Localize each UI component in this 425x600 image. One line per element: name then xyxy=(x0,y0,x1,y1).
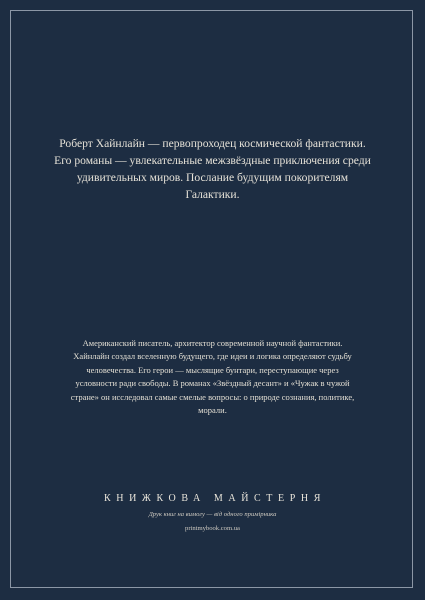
intro-line: Его романы — увлекательные межзвёздные приключения среди xyxy=(54,154,371,167)
publisher-url: printmybook.com.ua xyxy=(185,525,240,532)
about-line: человечества. Его герои — мыслящие бунтари, переступающие через xyxy=(86,364,339,375)
intro-line: Роберт Хайнлайн — первопроходец космической фантастики. xyxy=(59,137,366,150)
about-line: Американский писатель, архитектор современной научной фантастики. xyxy=(82,338,343,348)
publisher-name: КНИЖКОВА МАЙСТЕРНЯ xyxy=(104,493,326,504)
intro-text xyxy=(40,135,385,203)
about-line: морали. xyxy=(198,405,227,416)
about-line: стране» он исследовал самые смелые вопросы: о природе сознания, политике, xyxy=(70,391,355,402)
intro-line: Галактики. xyxy=(185,188,240,201)
author-description xyxy=(56,337,369,417)
about-line: Хайнлайн создал вселенную будущего, где идеи и логика определяют судьбу xyxy=(73,351,352,362)
about-line: условности ради свободы. В романах «Звёздный десант» и «Чужак в чужой xyxy=(75,378,350,389)
intro-line: удивительных миров. Послание будущим покорителям xyxy=(76,171,349,184)
publisher-tagline: Друк книг на вимогу — від одного примірника xyxy=(148,511,277,518)
